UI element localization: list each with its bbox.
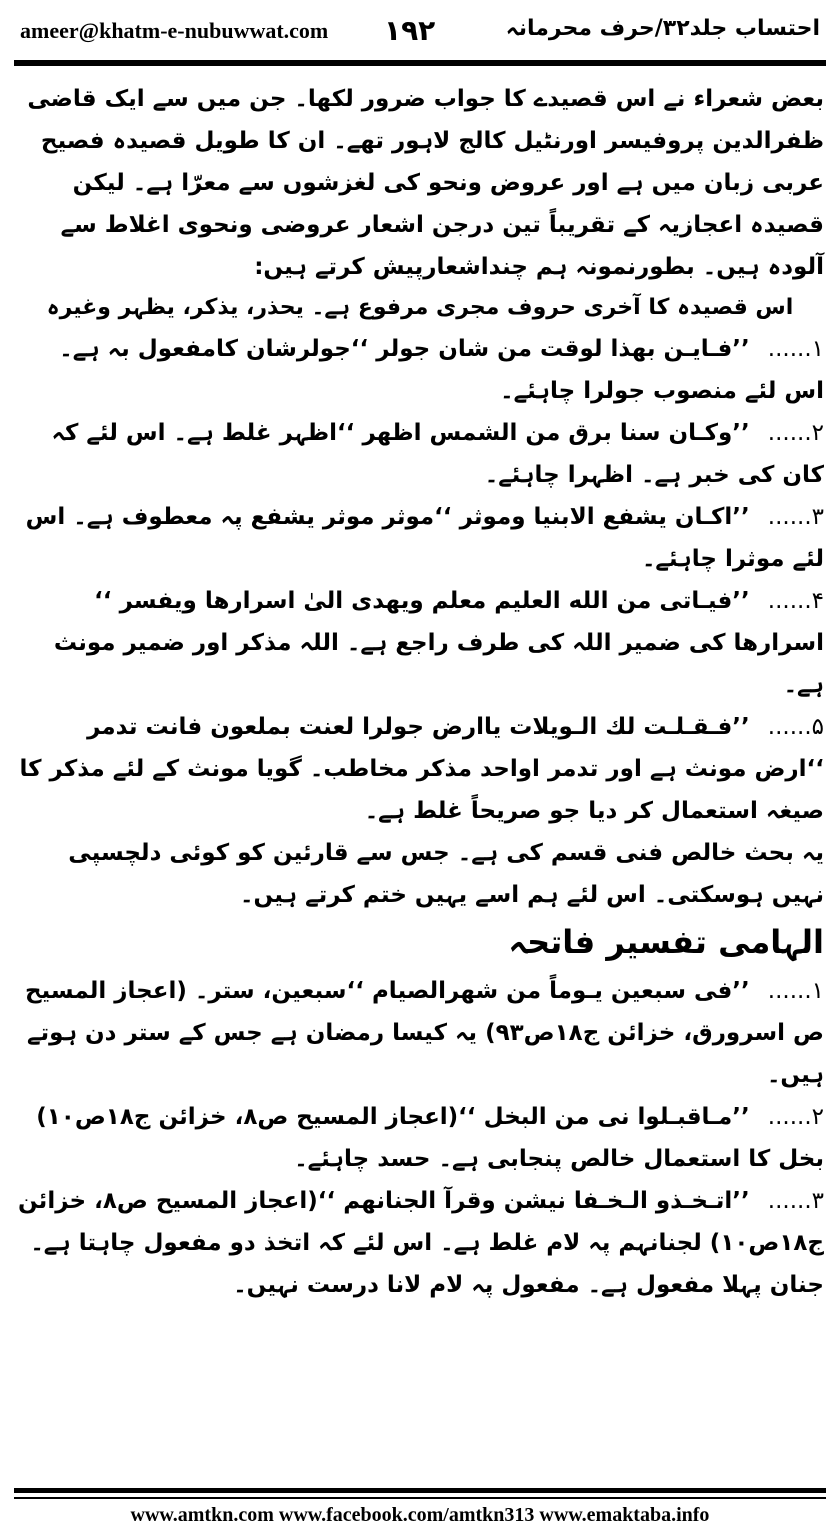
footer-links: www.amtkn.com www.facebook.com/amtkn313 www.emaktaba.info bbox=[130, 1504, 710, 1526]
list-item bbox=[16, 496, 824, 580]
list-item bbox=[16, 580, 824, 706]
item-number: ۴...... bbox=[767, 588, 824, 614]
list-item bbox=[16, 970, 824, 1096]
list-item bbox=[16, 412, 824, 496]
page-number: ۱۹۲ bbox=[384, 14, 436, 47]
rhyme-line: اس قصیدہ کا آخری حروف مجری مرفوع ہے۔ یحذر، یذکر، یظہر وغیرہ bbox=[46, 295, 794, 320]
item-text: ’’فـایـن بهذا لوقت من شان جولر ‘‘جولرشان کامفعول بہ ہے۔ اس لئے منصوب جولرا چاہئے۔ bbox=[59, 336, 824, 404]
header-email: ameer@khatm-e-nubuwwat.com bbox=[20, 18, 329, 43]
intro-paragraph: بعض شعراء نے اس قصیدے کا جواب ضرور لکھا۔ جن میں سے ایک قاضی ظفرالدین پروفیسر اورنٹیل کالج لاہور تھے۔ ان کا طویل قصیدہ فصیح عربی زبان میں ہے اور عروض ونحو کی لغزشوں سے معرّا ہے۔ لیکن قصیدہ اعجازیہ کے تقریباً تین درجن اشعار عروضی ونحوی اغلاط سے آلودہ ہیں۔ بطورنمونہ ہم چنداشعارپیش کرتے ہیں: bbox=[27, 86, 824, 280]
item-number: ۳...... bbox=[767, 1188, 824, 1214]
page-header bbox=[14, 14, 826, 54]
list-item bbox=[16, 1180, 824, 1306]
page-body bbox=[16, 78, 824, 1306]
list-item bbox=[16, 706, 824, 832]
item-text: ’’فـقـلـت لك الـویلات یاارض جولرا لعنت بملعون فانت تدمر ‘‘ارض مونث ہے اور تدمر اواحد مذکر مخاطب۔ گویا مونث کے لئے مذکر کا صیغہ استعمال کر دیا جو صریحاً غلط ہے۔ bbox=[19, 714, 824, 824]
item-text: ’’اتـخـذو الـخـفا نیشن وقرآ الجنانهم ‘‘(اعجاز المسیح ص۸، خزائن ج۱۸ص۱۰) لجنانہم پہ لام غلط ہے۔ اس لئے کہ اتخذ دو مفعول چاہتا ہے۔ جنان پہلا مفعول ہے۔ مفعول پہ لام لانا درست نہیں۔ bbox=[17, 1188, 824, 1298]
item-number: ۲...... bbox=[767, 420, 824, 446]
item-text: ’’اکـان یشفع الابنیا وموثر ‘‘موثر موثر یشفع پہ معطوف ہے۔ اس لئے موثرا چاہئے۔ bbox=[25, 504, 824, 572]
header-rule bbox=[14, 60, 826, 66]
running-head: احتساب جلد۳۲/حرف محرمانہ bbox=[505, 16, 820, 41]
section-title: الہامی تفسیر فاتحہ bbox=[508, 923, 824, 961]
footer-rule-thick bbox=[14, 1488, 826, 1493]
closing-paragraph: یہ بحث خالص فنی قسم کی ہے۔ جس سے قارئین کو کوئی دلچسپی نہیں ہوسکتی۔ اس لئے ہم اسے یہیں ختم کرتے ہیں۔ bbox=[68, 840, 824, 908]
item-number: ۳...... bbox=[767, 504, 824, 530]
item-number: ۵...... bbox=[767, 714, 824, 740]
item-number: ۱...... bbox=[767, 336, 824, 362]
item-text: ’’وکـان سنا برق من الشمس اظهر ‘‘اظہر غلط ہے۔ اس لئے کہ کان کی خبر ہے۔ اظہرا چاہئے۔ bbox=[51, 420, 824, 488]
item-text: ’’مـاقبـلوا نی من البخل ‘‘(اعجاز المسیح ص۸، خزائن ج۱۸ص۱۰) بخل کا استعمال خالص پنجابی ہے۔ حسد چاہئے۔ bbox=[36, 1104, 824, 1172]
item-number: ۱...... bbox=[767, 978, 824, 1004]
item-number: ۲...... bbox=[767, 1104, 824, 1130]
list-item bbox=[16, 1096, 824, 1180]
footer-rule-thin bbox=[14, 1497, 826, 1499]
item-text: ’’فیـاتی من الله العلیم معلم ویهدی الیٰ اسرارها ویفسر ‘‘ اسرارھا کی ضمیر اللہ کی طرف راجع ہے۔ اللہ مذکر اور ضمیر مونث ہے۔ bbox=[53, 588, 824, 698]
list-item bbox=[16, 328, 824, 412]
item-text: ’’فی سبعین یـوماً من شهرالصیام ‘‘سبعین، ستر۔ (اعجاز المسیح ص اسرورق، خزائن ج۱۸ص۹۳) یہ کیسا رمضان ہے جس کے ستر دن ہوتے ہیں۔ bbox=[24, 978, 824, 1088]
